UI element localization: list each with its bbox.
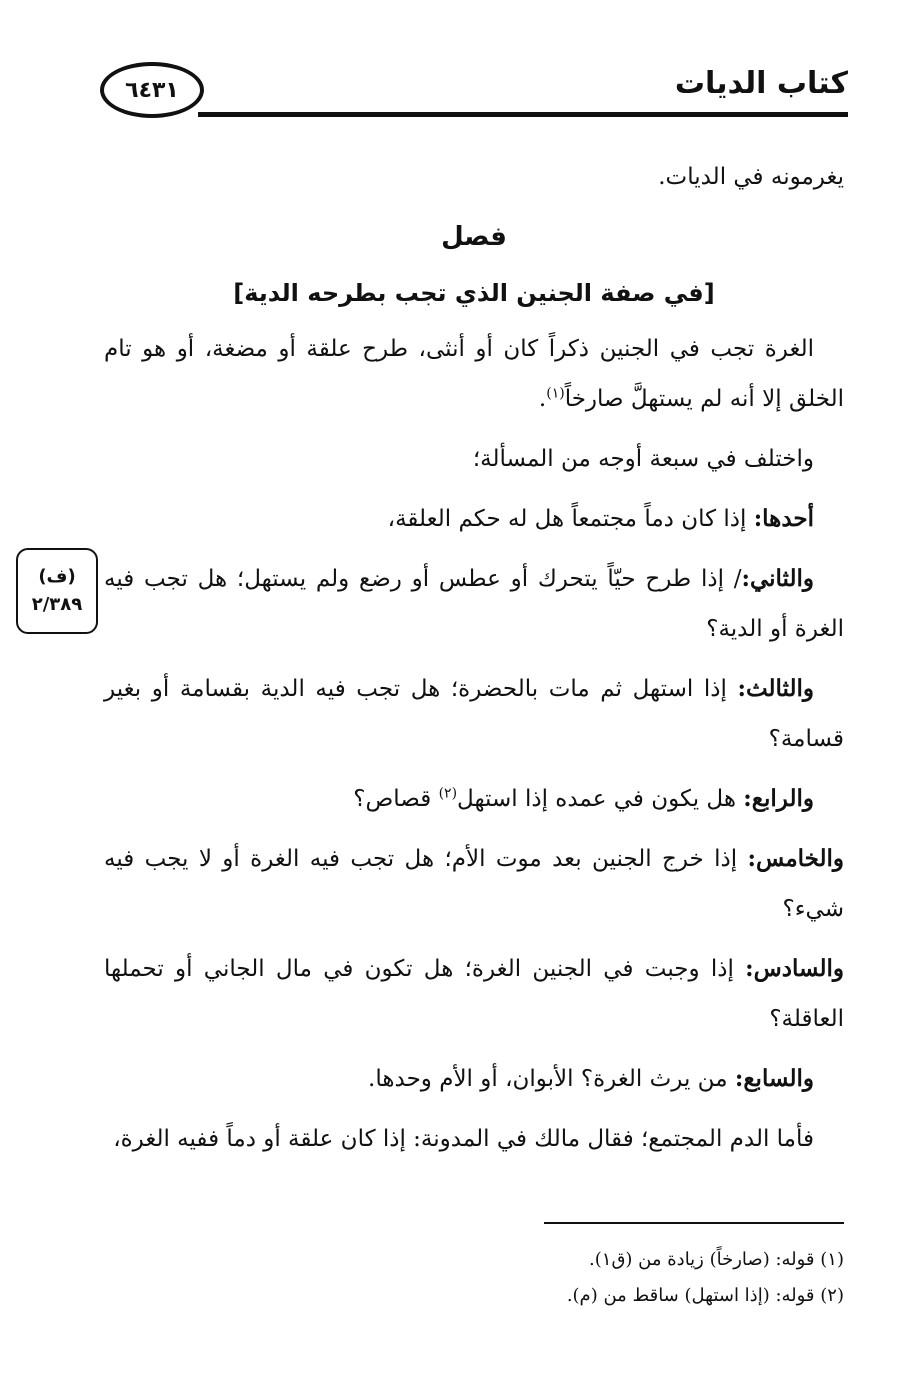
footnote-ref: (١) [546,385,565,402]
paragraph: والسادس: إذا وجبت في الجنين الغرة؛ هل تكون في مال الجاني أو تحملها العاقلة؟ [104,955,844,1032]
lead-word: والرابع: [743,785,814,812]
running-title: كتاب الديات [674,66,848,101]
section-heading: فصل [441,222,507,252]
paragraph: أحدها: إذا كان دماً مجتمعاً هل له حكم العلقة، [387,505,814,532]
footnote: (١) قوله: (صارخاً) زيادة من (ق١). [589,1249,844,1270]
paragraph: والثاني:/ إذا طرح حيّاً يتحرك أو عطس أو رضع ولم يستهل؛ هل تجب فيه الغرة أو الدية؟ [104,565,844,642]
lead-word: والسابع: [734,1065,814,1092]
margin-note-folio: ٢/٣٨٩ [31,594,83,615]
lead-word: والسادس: [745,955,844,982]
paragraph: والثالث: إذا استهل ثم مات بالحضرة؛ هل تجب فيه الدية بقسامة أو بغير قسامة؟ [104,675,844,752]
paragraph: والرابع: هل يكون في عمده إذا استهل$^{(٢)}$ قصاص؟ [353,785,814,812]
main-text [104,152,844,1174]
lead-word: أحدها: [753,505,814,532]
footnotes [104,1242,844,1314]
paragraph-continuation: يغرمونه في الديات. [658,164,844,190]
paragraph: والسابع: من يرث الغرة؟ الأبوان، أو الأم وحدها. [368,1065,814,1092]
margin-note-siglum: (ف) [38,566,76,587]
footnote-ref: (٢) [438,785,458,802]
paragraph: الغرة تجب في الجنين ذكراً كان أو أنثى، طرح علقة أو مضغة، أو هو تام الخلق إلا أنه لم يستهلَّ صارخاً$^{(١)}$. [104,336,844,412]
page-header [100,62,848,122]
header-rule [198,112,848,117]
lead-word: والثالث: [737,675,814,702]
page-number-oval [100,62,204,118]
page-number: ٦٤٣١ [125,77,179,103]
lead-word: والثاني: [741,565,814,592]
footnote: (٢) قوله: (إذا استهل) ساقط من (م). [566,1285,844,1306]
section-subheading: [في صفة الجنين الذي تجب بطرحه الدية] [233,279,715,307]
manuscript-margin-note [16,548,98,634]
footnote-separator [544,1222,844,1224]
lead-word: والخامس: [747,845,844,872]
paragraph: فأما الدم المجتمع؛ فقال مالك في المدونة: إذا كان علقة أو دماً ففيه الغرة، [113,1126,814,1152]
paragraph: واختلف في سبعة أوجه من المسألة؛ [472,446,814,472]
paragraph: والخامس: إذا خرج الجنين بعد موت الأم؛ هل تجب فيه الغرة أو لا يجب فيه شيء؟ [104,845,844,922]
